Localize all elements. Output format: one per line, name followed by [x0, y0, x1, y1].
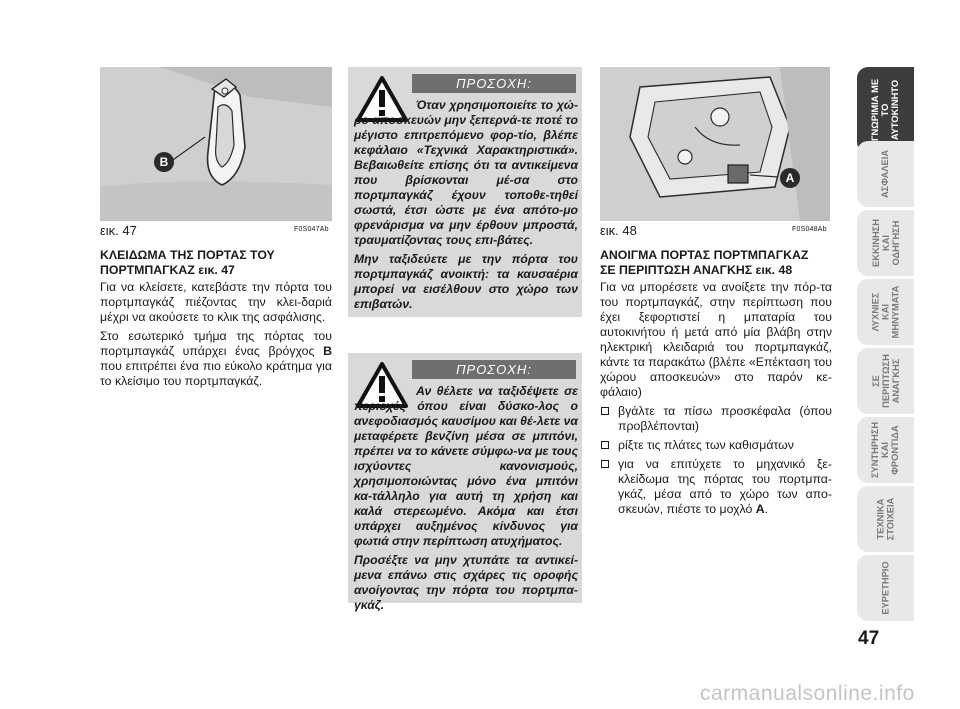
- loop-ref-letter: B: [323, 344, 332, 358]
- tailgate-latch-illustration: [600, 67, 830, 221]
- warning-2-paragraph-1: Αν θέλετε να ταξιδέψετε σε περιοχές όπου είναι δύσκο-λος ο ανεφοδιασμός καυσίμου και θέ-λετε να μεταφέρετε βενζίνη μέσα σε μπιτόνι, πρέπει να το κάνετε σύμφω-να με τους ισχύοντες κανονισμούς, χρησιμοποιώντας μόνο ένα μπιτόνι κα-τάλληλο για αυτή τη χρήση και καλά στερεωμένο. Ακόμα και έτσι υπάρχει αυξημένος κίνδυνος για φωτιά στην περίπτωση ατυχήματος.: [354, 384, 578, 548]
- section-heading-emergency-opening: [600, 248, 832, 278]
- tab-label: ΕΚΚΙΝΗΣΗ ΚΑΙ ΟΔΗΓΗΣΗ: [870, 219, 901, 267]
- tab-maintenance-care[interactable]: [857, 417, 914, 483]
- figure-47-caption: εικ. 47: [100, 223, 137, 238]
- checkbox-bullet-icon: [601, 460, 609, 468]
- paragraph-close-tailgate: Για να κλείσετε, κατεβάστε την πόρτα του πορτμπαγκάζ πιέζοντας την κλει-δαριά μέχρι να ακούσετε το κλικ της ασφάλισης.: [100, 280, 332, 324]
- heading-figure-ref: εικ. 47: [198, 263, 235, 277]
- tab-label: ΤΕΧΝΙΚΑ ΣΤΟΙΧΕΙΑ: [875, 497, 896, 541]
- paragraph-loop-text-before: Στο εσωτερικό τμήμα της πόρτας του πορτμπαγκάζ υπάρχει ένας βρόγχος: [100, 329, 332, 358]
- lever-ref-letter: A: [755, 502, 765, 516]
- page-number: 47: [858, 628, 880, 649]
- warning-1-body: [354, 98, 578, 316]
- checkbox-bullet-icon: [601, 407, 609, 415]
- step-text: ρίξτε τις πλάτες των καθισμάτων: [618, 438, 794, 452]
- watermark: carmanualsonline.info: [700, 682, 915, 705]
- tab-lights-messages[interactable]: [857, 279, 914, 345]
- heading-line-2: ΠΟΡΤΜΠΑΓΚΑΖ: [100, 263, 195, 277]
- checkbox-bullet-icon: [601, 441, 609, 449]
- tab-emergency[interactable]: [857, 348, 914, 414]
- warning-title-badge: ΠΡΟΣΟΧΗ:: [412, 74, 576, 93]
- tab-index[interactable]: [857, 555, 914, 621]
- tab-starting-driving[interactable]: [857, 210, 914, 276]
- tab-label: ΑΣΦΑΛΕΙΑ: [880, 149, 891, 199]
- warning-2-paragraph-2: Προσέξτε να μην χτυπάτε τα αντικεί-μενα επάνω στις σχάρες τις οροφής ανοίγοντας την πόρτα του πορτμπα-γκάζ.: [354, 553, 578, 612]
- tab-label: ΕΥΡΕΤΗΡΙΟ: [880, 561, 891, 615]
- paragraph-emergency-intro: Για να μπορέσετε να ανοίξετε την πόρ-τα του πορτμπαγκάζ, στην περίπτωση που έχει ξεφορτιστεί η μπαταρία του αυτοκινήτου ή μετά από μία βλάβη στην ηλεκτρική κλειδαριά του πορτμπαγκάζ, κάντε τα παρακάτω (βλέπε «Επέκταση του χώρου αποσκευών» στο παρόν κε-φάλαιο): [600, 280, 832, 399]
- step-item: [600, 404, 832, 434]
- figure-48-caption: εικ. 48: [600, 223, 637, 238]
- tab-label: ΛΥΧΝΙΕΣ ΚΑΙ ΜΗΝΥΜΑΤΑ: [870, 285, 901, 339]
- heading-line-1: ΑΝΟΙΓΜΑ ΠΟΡΤΑΣ ΠΟΡΤΜΠΑΓΚΑΖ: [600, 248, 809, 262]
- paragraph-inner-loop: [100, 329, 332, 389]
- right-text-column: [600, 248, 832, 521]
- figure-47: [100, 67, 332, 221]
- step-text-before: για να επιτύχετε το μηχανικό ξε-κλείδωμα της πόρτας του πορτμπα-γκάζ, μέσα από το χώρο των απο-σκευών, πιέστε το μοχλό: [618, 457, 832, 516]
- figure-48-code: F0S048Ab: [792, 226, 827, 233]
- warning-1-paragraph-1: Όταν χρησιμοποιείτε το χώ-ρο αποσκευών μην ξεπερνά-τε ποτέ το μέγιστο επιτρεπόμενο φορ-τίο, βλέπε κεφάλαιο «Τεχνικά Χαρακτηριστικά». Βεβαιωθείτε επίσης ότι τα αντικείμενα που βρίσκονται μέ-σα στο πορτμπαγκάζ έχουν τοποθε-τηθεί σωστά, έτσι ώστε με ένα απότο-μο φρενάρισμα να μην έρθουν μπροστά, τραυματίζοντας τους επι-βάτες.: [354, 98, 578, 247]
- figure-48: [600, 67, 830, 221]
- warning-1-paragraph-2: Μην ταξιδεύετε με την πόρτα του πορτμπαγκάζ ανοικτή: τα καυσαέρια μπορεί να εισέλθουν στο χώρο των επιβατών.: [354, 252, 578, 311]
- heading-figure-ref: εικ. 48: [755, 263, 793, 277]
- figure-47-code: F0S047Ab: [294, 226, 329, 233]
- step-item: [600, 457, 832, 517]
- callout-a: A: [780, 168, 800, 188]
- callout-b: B: [154, 152, 174, 172]
- steps-list: [600, 404, 832, 517]
- heading-line-1: ΚΛΕΙΔΩΜΑ ΤΗΣ ΠΟΡΤΑΣ ΤΟΥ: [100, 248, 275, 262]
- warning-2-body: [354, 384, 578, 617]
- tab-safety[interactable]: [857, 141, 914, 207]
- tab-label: ΣΕ ΠΕΡΙΠΤΩΣΗ ΑΝΑΓΚΗΣ: [870, 354, 901, 408]
- warning-box-1: [348, 67, 582, 317]
- left-text-column: [100, 248, 332, 393]
- tab-technical-data[interactable]: [857, 486, 914, 552]
- heading-line-2: ΣΕ ΠΕΡΙΠΤΩΣΗ ΑΝΑΓΚΗΣ: [600, 263, 753, 277]
- step-text-after: .: [764, 502, 769, 516]
- step-text: βγάλτε τα πίσω προσκέφαλα (όπου προβλέπονται): [618, 404, 832, 433]
- paragraph-loop-text-after: που επιτρέπει ένα πιο εύκολο κράτημα για το κλείσιμο του πορτμπαγκάζ.: [100, 359, 332, 388]
- section-heading-trunk-lock: [100, 248, 332, 278]
- tab-label: ΓΝΩΡΙΜΙΑ ΜΕ ΤΟ ΑΥΤΟΚΙΝΗΤΟ: [870, 78, 901, 142]
- warning-title-badge: ΠΡΟΣΟΧΗ:: [412, 360, 576, 379]
- tab-label: ΣΥΝΤΗΡΗΣΗ ΚΑΙ ΦΡΟΝΤΙΔΑ: [870, 421, 901, 479]
- warning-box-2: [348, 353, 582, 612]
- tailgate-loop-illustration: [100, 67, 332, 221]
- step-item: [600, 438, 832, 453]
